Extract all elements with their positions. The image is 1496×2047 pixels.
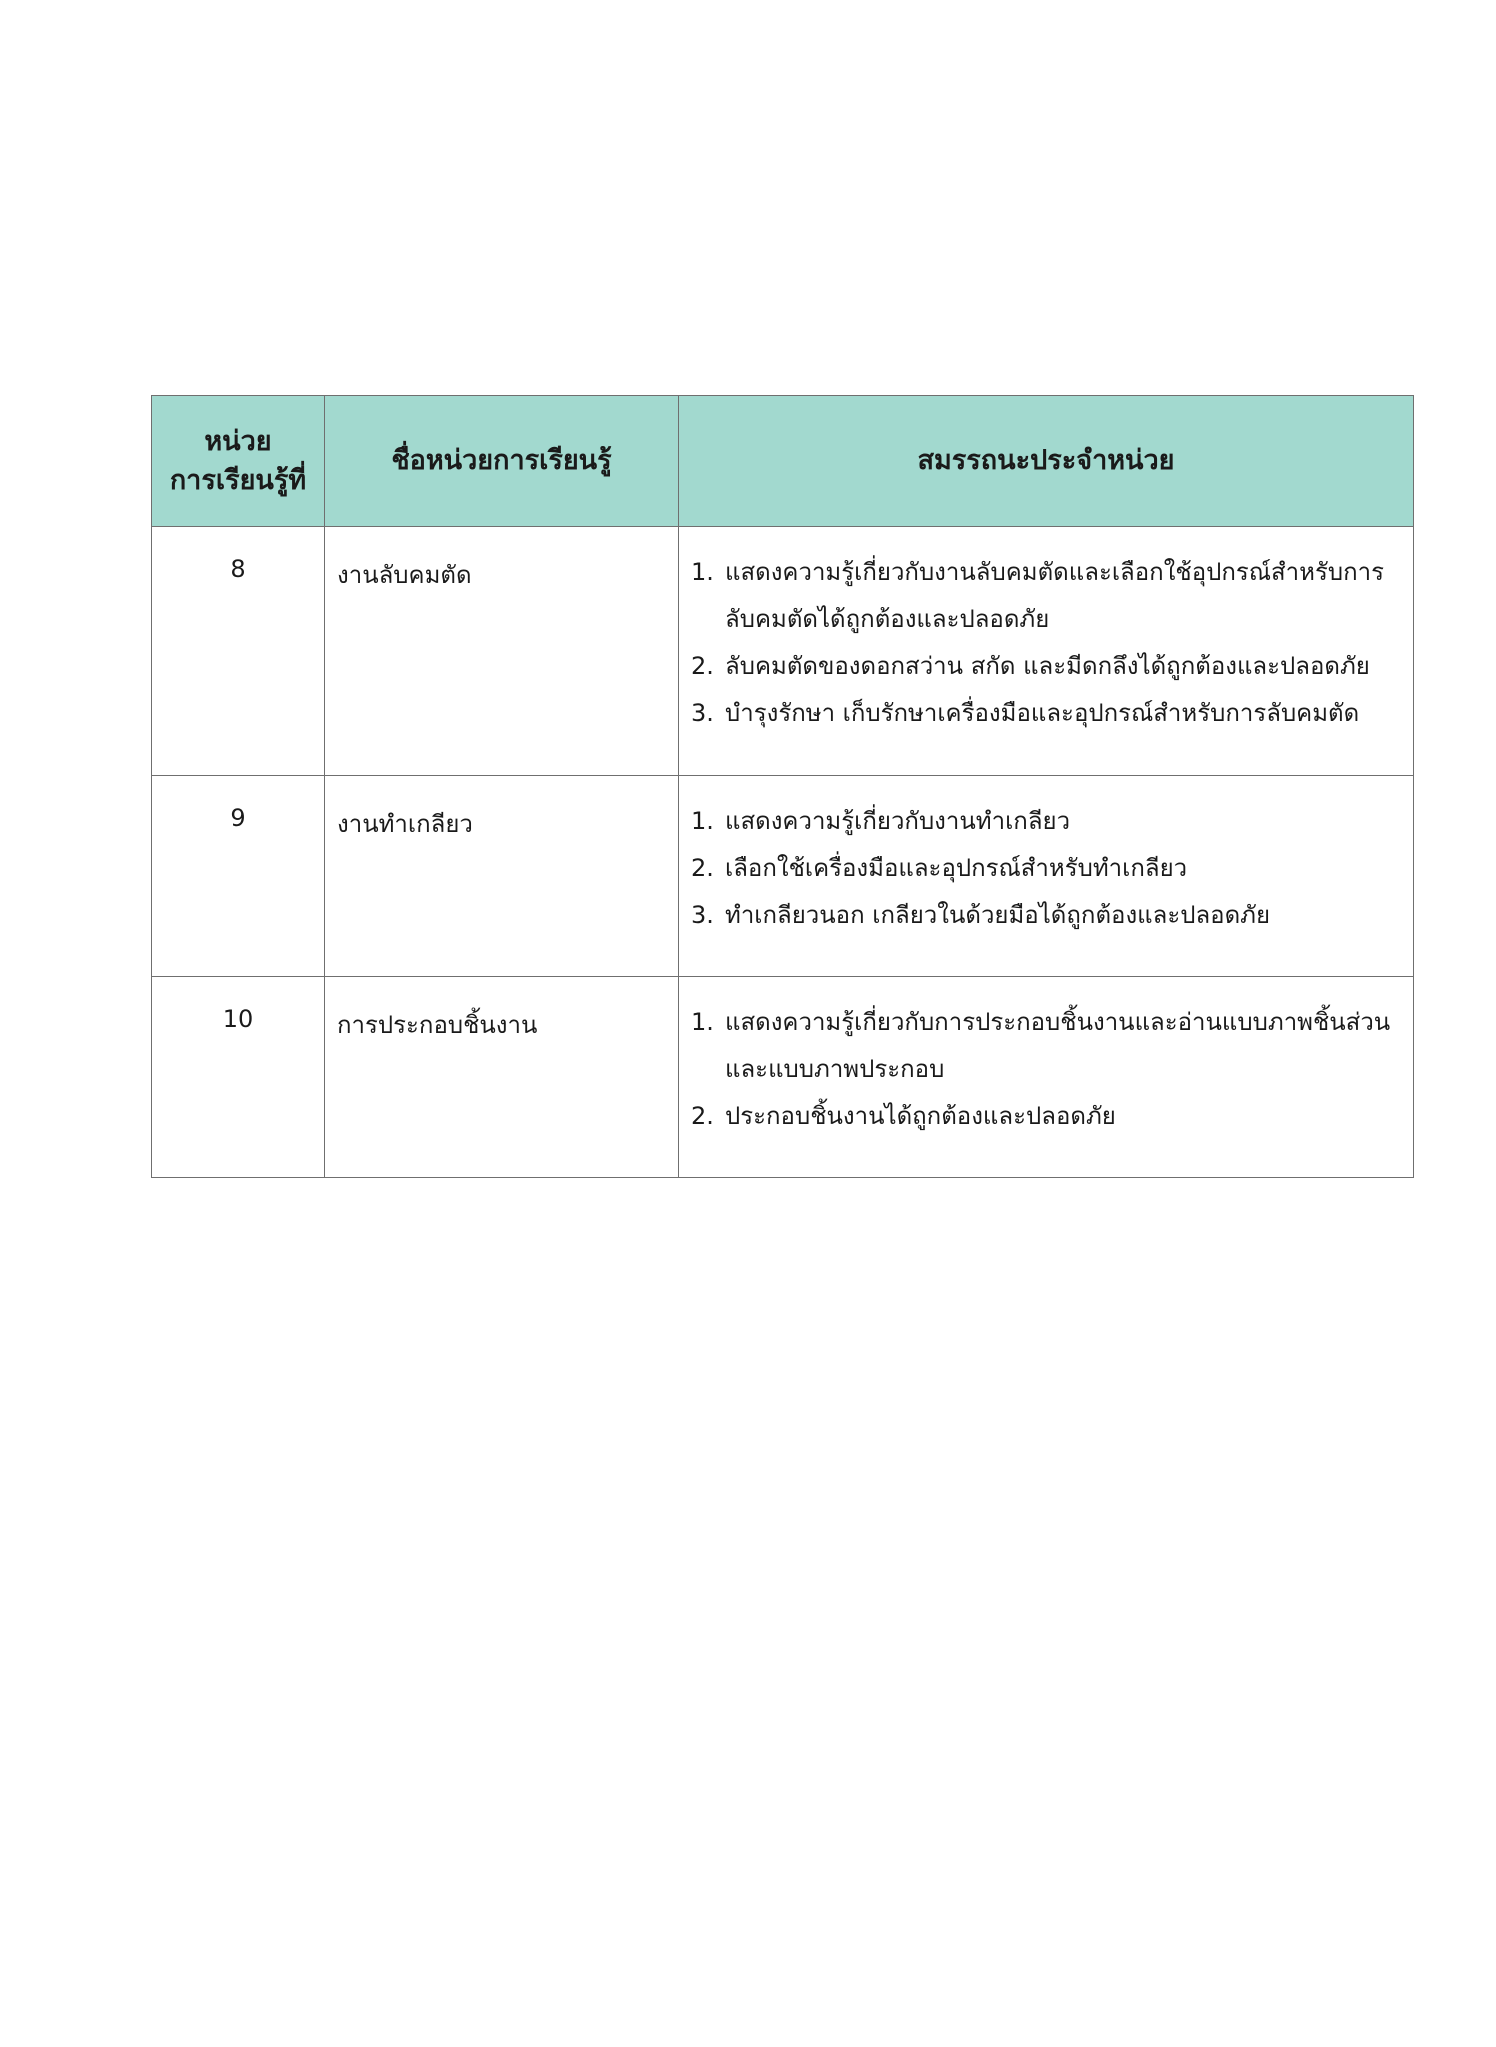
item-number: 3. [691,901,714,929]
competency-list [691,798,1403,939]
item-number: 2. [691,1102,714,1130]
item-number: 1. [691,558,714,586]
item-text: แสดงความรู้เกี่ยวกับงานลับคมตัดและเลือกใช้อุปกรณ์สำหรับการลับคมตัดได้ถูกต้องและปลอดภัย [725,558,1385,633]
item-text: ลับคมตัดของดอกสว่าน สกัด และมีดกลึงได้ถูกต้องและปลอดภัย [725,652,1370,680]
competency-item [691,999,1403,1093]
unit-number: 10 [152,977,325,1178]
item-number: 2. [691,854,714,882]
competency-item [691,845,1403,892]
item-text: เลือกใช้เครื่องมือและอุปกรณ์สำหรับทำเกลียว [725,854,1188,882]
item-text: บำรุงรักษา เก็บรักษาเครื่องมือและอุปกรณ์สำหรับการลับคมตัด [725,699,1360,727]
unit-number: 8 [152,527,325,776]
header-unit-name: ชื่อหน่วยการเรียนรู้ [325,396,679,527]
header-competency: สมรรถนะประจำหน่วย [679,396,1414,527]
competency-item [691,892,1403,939]
header-unit-no-line1: หน่วย [204,425,272,457]
competency-item [691,643,1403,690]
unit-name: งานลับคมตัด [325,527,679,776]
item-number: 3. [691,699,714,727]
learning-units-table [151,395,1414,1178]
header-unit-no-line2: การเรียนรู้ที่ [169,465,307,496]
competency-item [691,1093,1403,1140]
unit-name: การประกอบชิ้นงาน [325,977,679,1178]
table-row [152,527,1414,776]
competency-list [691,549,1403,737]
table-row [152,977,1414,1178]
item-text: แสดงความรู้เกี่ยวกับงานทำเกลียว [725,807,1071,835]
table-row [152,776,1414,977]
item-number: 2. [691,652,714,680]
item-number: 1. [691,807,714,835]
competency-item [691,549,1403,643]
unit-number: 9 [152,776,325,977]
unit-name: งานทำเกลียว [325,776,679,977]
competency-cell [679,527,1414,776]
competency-cell [679,977,1414,1178]
item-text: ทำเกลียวนอก เกลียวในด้วยมือได้ถูกต้องและปลอดภัย [725,901,1271,929]
table-header [152,396,1414,527]
item-text: ประกอบชิ้นงานได้ถูกต้องและปลอดภัย [725,1102,1116,1130]
competency-item [691,690,1403,737]
competency-list [691,999,1403,1140]
item-number: 1. [691,1008,714,1036]
competency-cell [679,776,1414,977]
header-unit-no [152,396,325,527]
competency-item [691,798,1403,845]
item-text: แสดงความรู้เกี่ยวกับการประกอบชิ้นงานและอ่านแบบภาพชิ้นส่วนและแบบภาพประกอบ [725,1008,1391,1083]
